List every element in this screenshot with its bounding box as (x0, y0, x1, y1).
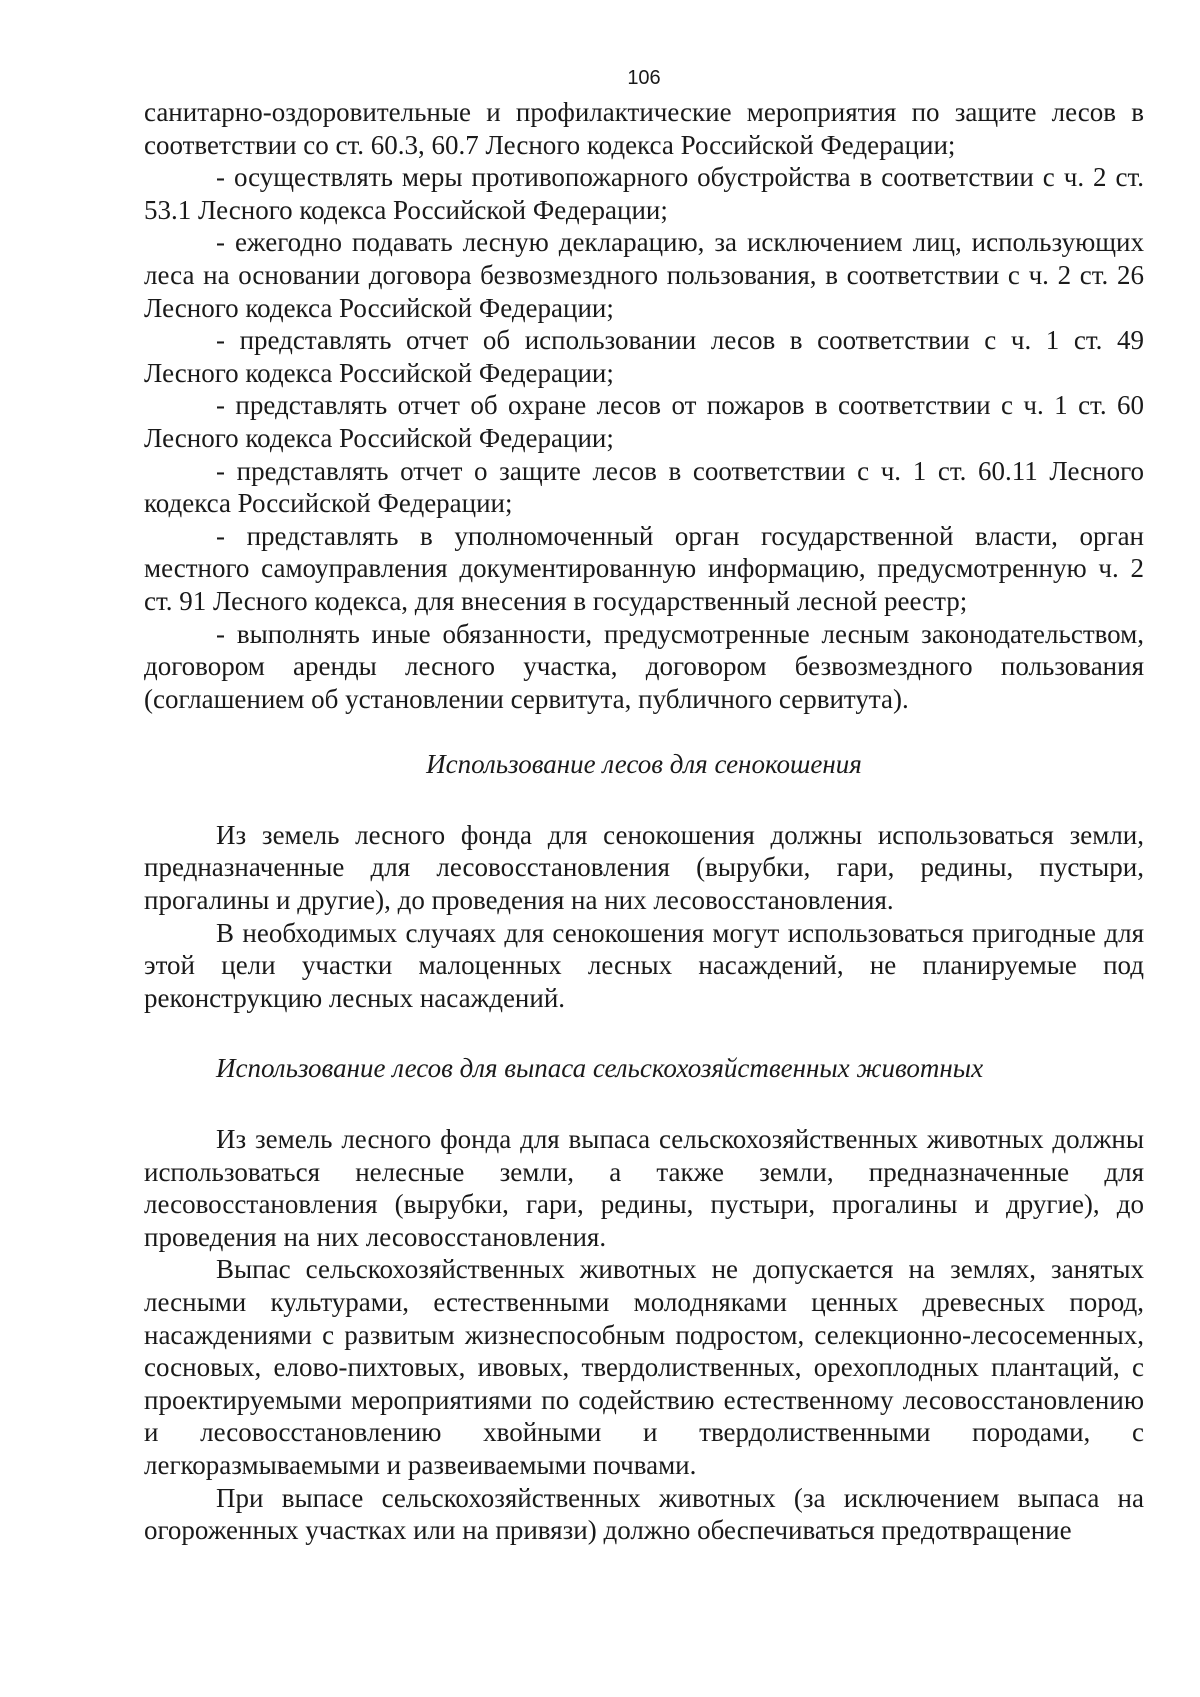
page-number: 106 (627, 67, 661, 89)
paragraph: Из земель лесного фонда для выпаса сельскохозяйственных животных должны использоваться нелесные земли, а также земли, предназначенные для лесовосстановления (вырубки, гари, редины, пустыри, прогалины и другие), до проведения на них лесовосстановления. (144, 1124, 1144, 1252)
document-page (144, 66, 1144, 1547)
paragraph: Из земель лесного фонда для сенокошения должны использоваться земли, предназначенные для лесовосстановления (вырубки, гари, редины, пустыри, прогалины и другие), до проведения на них лесовосстановления. (144, 819, 1144, 916)
paragraph: При выпасе сельскохозяйственных животных (за исключением выпаса на огороженных участках или на привязи) должно обеспечиваться предотвращение (144, 1482, 1144, 1546)
list-item: - представлять отчет об использовании лесов в соответствии с ч. 1 ст. 49 Лесного кодекса Российской Федерации; (144, 325, 1144, 388)
list-item-continuation: санитарно-оздоровительные и профилактические мероприятия по защите лесов в соответствии со ст. 60.3, 60.7 Лесного кодекса Российской Федерации; (144, 97, 1144, 160)
list-item: - представлять отчет об охране лесов от пожаров в соответствии с ч. 1 ст. 60 Лесного кодекса Российской Федерации; (144, 390, 1144, 453)
section-heading-grazing: Использование лесов для выпаса сельскохозяйственных животных (216, 1053, 984, 1084)
paragraph: Выпас сельскохозяйственных животных не допускается на землях, занятых лесными культурами, естественными молодняками ценных древесных пород, насаждениями с развитым жизнеспособным подростом, селекционно-лесосеменных, сосновых, елово-пихтовых, ивовых, твердолиственных, орехоплодных плантаций, с проектируемыми мероприятиями по содействию естественному лесовосстановлению и лесовосстановлению хвойными и твердолиственными породами, с легкоразмываемыми и развеиваемыми почвами. (144, 1254, 1144, 1480)
paragraph: В необходимых случаях для сенокошения могут использоваться пригодные для этой цели участки малоценных лесных насаждений, не планируемые под реконструкцию лесных насаждений. (144, 917, 1144, 1013)
list-item: - представлять в уполномоченный орган государственной власти, орган местного самоуправления документированную информацию, предусмотренную ч. 2 ст. 91 Лесного кодекса, для внесения в государственный лесной реестр; (144, 520, 1144, 616)
list-item: - ежегодно подавать лесную декларацию, за исключением лиц, использующих леса на основании договора безвозмездного пользования, в соответствии с ч. 2 ст. 26 Лесного кодекса Российской Федерации; (144, 227, 1144, 323)
section-heading-haymaking: Использование лесов для сенокошения (426, 749, 862, 780)
list-item: - представлять отчет о защите лесов в соответствии с ч. 1 ст. 60.11 Лесного кодекса Российской Федерации; (144, 455, 1144, 519)
list-item: - осуществлять меры противопожарного обустройства в соответствии с ч. 2 ст. 53.1 Лесного кодекса Российской Федерации; (144, 162, 1144, 225)
list-item: - выполнять иные обязанности, предусмотренные лесным законодательством, договором аренды лесного участка, договором безвозмездного пользования (соглашением об установлении сервитута, публичного сервитута). (144, 618, 1144, 714)
